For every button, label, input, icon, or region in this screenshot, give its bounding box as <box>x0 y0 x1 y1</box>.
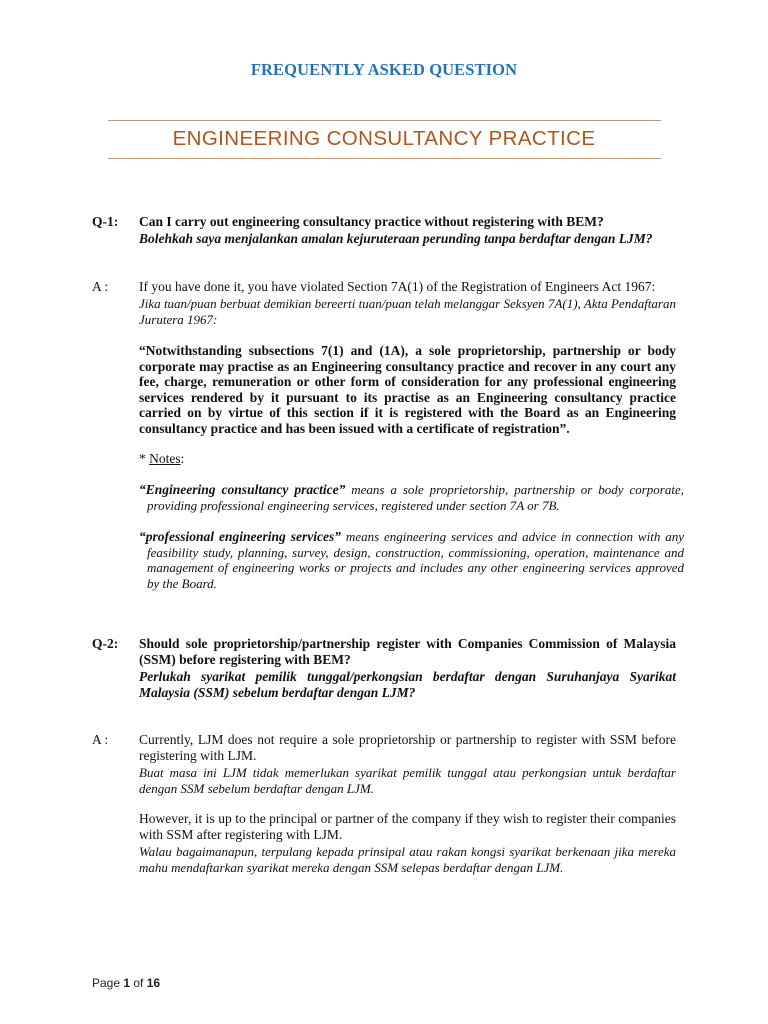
q2-answer2-en: However, it is up to the principal or partner of the company if they wish to register their companies with SSM after registering with LJM. <box>139 811 676 842</box>
document-title: FREQUENTLY ASKED QUESTION <box>250 60 518 79</box>
page-word: Page <box>92 976 124 990</box>
q1-answer <box>139 279 676 328</box>
q1-answer-label: A : <box>92 279 109 294</box>
notes-label: Notes <box>149 451 181 466</box>
page-of: of <box>130 976 147 990</box>
page-number <box>92 976 160 990</box>
q2-answer1-ms: Buat masa ini LJM tidak memerlukan syarikat pemilik tunggal atau perkongsian untuk berdaftar dengan SSM sebelum berdaftar dengan LJM. <box>139 765 676 796</box>
q1-question <box>139 214 676 247</box>
q2-answer2-ms: Walau bagaimanapun, terpulang kepada prinsipal atau rakan kongsi syarikat berkenaan jika mereka mahu mendaftarkan syarikat mereka dengan SSM selepas berdaftar dengan LJM. <box>139 844 676 875</box>
notes-prefix: * <box>139 451 150 466</box>
definition-consultancy-practice <box>139 482 684 513</box>
divider-bottom <box>108 158 661 159</box>
q2-answer-1 <box>139 732 676 797</box>
section-title: ENGINEERING CONSULTANCY PRACTICE <box>172 127 596 150</box>
q1-answer-ms: Jika tuan/puan berbuat demikian bereerti tuan/puan telah melanggar Seksyen 7A(1), Akta Pendaftaran Jurutera 1967: <box>139 296 676 327</box>
act-quote: “Notwithstanding subsections 7(1) and (1A), a sole proprietorship, partnership or body corporate may practise as an Engineering consultancy practice and recover in any court any fee, charge, remuneration or other form of consideration for any professional engineering services rendered by it pursuant to its practise as an Engineering consultancy practice carried on by virtue of this section if it is registered with the Board as an Engineering consultancy practice and has been issued with a certificate of registration”. <box>139 343 676 436</box>
q1-answer-en: If you have done it, you have violated Section 7A(1) of the Registration of Engineers Act 1967: <box>139 279 656 294</box>
notes-suffix: : <box>180 451 185 466</box>
divider-top <box>108 120 661 121</box>
definition-professional-services <box>139 529 684 591</box>
q1-question-ms: Bolehkah saya menjalankan amalan kejuruteraan perunding tanpa berdaftar dengan LJM? <box>139 231 653 246</box>
definition-body: means engineering services and advice in connection with any feasibility study, planning, survey, design, construction, commissioning, operation, maintenance and management of engineering works or projects and includes any other engineering services approved by the Board. <box>147 529 684 591</box>
q1-question-en: Can I carry out engineering consultancy practice without registering with BEM? <box>139 214 604 229</box>
q2-question <box>139 636 676 701</box>
q2-label: Q-2: <box>92 636 119 651</box>
q2-answer-label: A : <box>92 732 109 747</box>
page-current: 1 <box>123 976 131 990</box>
q2-answer-2 <box>139 811 676 876</box>
notes-heading <box>139 451 676 467</box>
definition-body: means a sole proprietorship, partnership or body corporate, providing professional engineering services, registered under section 7A or 7B. <box>147 482 684 513</box>
q1-label: Q-1: <box>92 214 119 229</box>
q2-question-en: Should sole proprietorship/partnership register with Companies Commission of Malaysia (SSM) before registering with BEM? <box>139 636 676 667</box>
definition-term: “Engineering consultancy practice” <box>139 482 346 497</box>
definition-term: “professional engineering services” <box>139 529 342 544</box>
q2-answer1-en: Currently, LJM does not require a sole proprietorship or partnership to register with SSM before registering with LJM. <box>139 732 676 763</box>
page-total: 16 <box>146 976 161 990</box>
q2-question-ms: Perlukah syarikat pemilik tunggal/perkongsian berdaftar dengan Suruhanjaya Syarikat Malaysia (SSM) sebelum berdaftar dengan LJM? <box>139 669 676 700</box>
